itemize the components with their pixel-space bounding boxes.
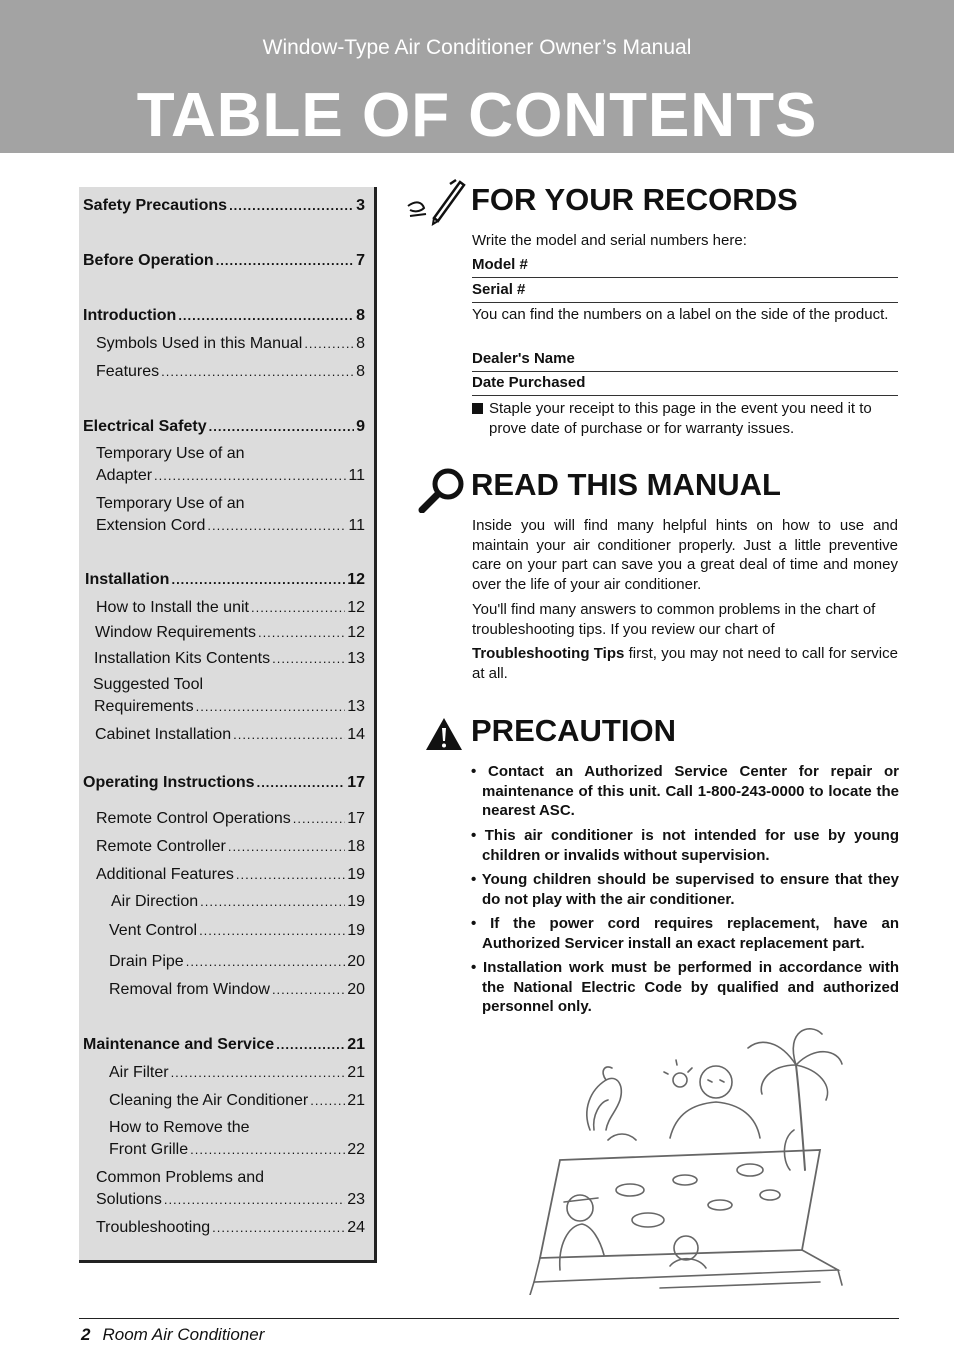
toc-entry: Cleaning the Air Conditioner ..... 21 <box>109 1092 365 1110</box>
toc-entry: Troubleshooting ..... 24 <box>96 1219 365 1237</box>
toc-entry: Electrical Safety ..... 9 <box>83 418 365 436</box>
records-heading: FOR YOUR RECORDS <box>471 182 798 217</box>
toc-entry: Cabinet Installation ..... 14 <box>95 726 365 744</box>
toc-entry: Drain Pipe ..... 20 <box>109 953 365 971</box>
toc-entry: Maintenance and Service ..... 21 <box>83 1036 365 1054</box>
date-purchased-field: Date Purchased <box>472 374 898 396</box>
page-title: TABLE OF CONTENTS <box>136 81 818 150</box>
toc-entry: Features ..... 8 <box>96 363 365 381</box>
toc-entry: Removal from Window ..... 20 <box>109 981 365 999</box>
manual-paragraph-2: You'll find many answers to common problems in the chart of troubleshooting tips. If you review our chart of <box>472 601 876 638</box>
picnic-illustration <box>520 1020 850 1295</box>
toc-entry-line1: Common Problems and <box>96 1169 265 1186</box>
toc-entry: Vent Control ..... 19 <box>109 922 365 940</box>
records-intro: Write the model and serial numbers here: <box>472 232 747 249</box>
toc-entry-line1: How to Remove the <box>109 1119 250 1136</box>
toc-entry-line1: Temporary Use of an <box>96 445 245 462</box>
manual-paragraph-1: Inside you will find many helpful hints on how to use and maintain your air conditioner properly. Just a little preventive care on your part can save you a great deal of time and money over the life of your air conditioner. <box>472 517 898 593</box>
page-footer <box>81 1325 264 1345</box>
footer-rule <box>79 1318 899 1319</box>
pen-icon <box>404 178 466 226</box>
precaution-item: • Young children should be supervised to ensure that they do not play with the air conditioner. <box>471 871 899 908</box>
read-manual-heading: READ THIS MANUAL <box>471 467 781 502</box>
toc-entry: Before Operation ..... 7 <box>83 252 365 270</box>
manual-paragraph-3: Troubleshooting Tips first, you may not need to call for service at all. <box>472 645 898 682</box>
toc-entry: Requirements ..... 13 <box>94 698 365 716</box>
toc-entry: Window Requirements ..... 12 <box>95 624 365 642</box>
page-number: 2 <box>81 1325 91 1344</box>
warning-triangle-icon <box>424 716 464 752</box>
precaution-heading: PRECAUTION <box>471 713 676 748</box>
toc-entry: How to Install the unit ..... 12 <box>96 599 365 617</box>
toc-entry: Air Filter ..... 21 <box>109 1064 365 1082</box>
toc-entry-line1: Temporary Use of an <box>96 495 245 512</box>
label-location-note: You can find the numbers on a label on the side of the product. <box>472 306 889 323</box>
model-number-field: Model # <box>472 256 898 278</box>
toc-entry: Front Grille ..... 22 <box>109 1141 365 1159</box>
magnifier-icon <box>418 467 466 513</box>
toc-entry: Extension Cord ..... 11 <box>96 517 365 535</box>
toc-entry: Adapter ..... 11 <box>96 467 365 485</box>
toc-entry: Symbols Used in this Manual ..... 8 <box>96 335 365 353</box>
precaution-item: • If the power cord requires replacement, have an Authorized Servicer install an exact replacement part. <box>471 915 899 952</box>
precaution-item: • This air conditioner is not intended for use by young children or invalids without supervision. <box>471 827 899 864</box>
toc-entry: Remote Controller ..... 18 <box>96 838 365 856</box>
toc-entry: Installation Kits Contents ..... 13 <box>94 650 365 668</box>
toc-entry-line1: Suggested Tool <box>93 676 204 693</box>
toc-entry: Additional Features ..... 19 <box>96 866 365 884</box>
troubleshooting-tips-label: Troubleshooting Tips <box>472 645 625 662</box>
manual-subtitle: Window-Type Air Conditioner Owner’s Manual <box>262 36 692 59</box>
staple-note: Staple your receipt to this page in the event you need it to prove date of purchase or for warranty issues. <box>472 399 898 438</box>
toc-entry: Solutions ..... 23 <box>96 1191 365 1209</box>
precaution-item: • Installation work must be performed in accordance with the National Electric Code by qualified and authorized personnel only. <box>471 959 899 1015</box>
toc-entry: Operating Instructions ..... 17 <box>83 774 365 792</box>
toc-entry: Introduction ..... 8 <box>83 307 365 325</box>
serial-number-field: Serial # <box>472 281 898 303</box>
toc-entry: Installation ..... 12 <box>85 571 365 589</box>
footer-text: Room Air Conditioner <box>102 1325 265 1344</box>
toc-entry: Remote Control Operations ..... 17 <box>96 810 365 828</box>
header-banner <box>0 0 954 153</box>
dealer-name-field: Dealer's Name <box>472 350 898 372</box>
toc-entry: Safety Precautions ..... 3 <box>83 197 365 215</box>
square-bullet-icon <box>472 403 483 414</box>
precaution-item: • Contact an Authorized Service Center for repair or maintenance of this unit. Call 1-800-243-0000 to locate the nearest ASC. <box>471 763 899 819</box>
toc-entry: Air Direction ..... 19 <box>111 893 365 911</box>
